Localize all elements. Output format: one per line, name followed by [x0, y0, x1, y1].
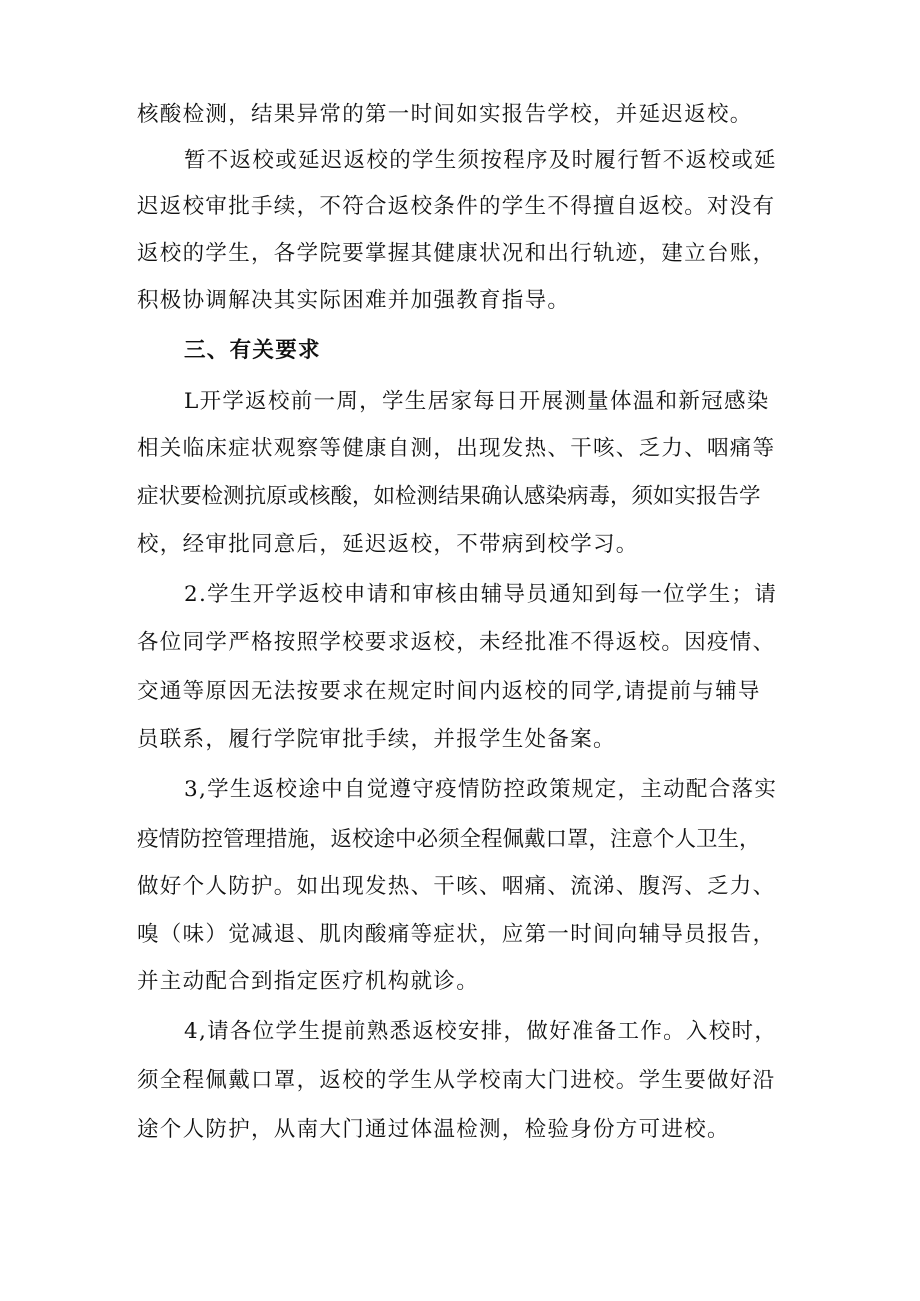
text-line: 症状要检测抗原或核酸，如检测结果确认感染病毒，须如实报告学	[137, 484, 761, 509]
text-line: 4,请各位学生提前熟悉返校安排，做好准备工作。入校时，	[184, 1019, 778, 1044]
text-line: 嗅（味）觉减退、肌肉酸痛等症状，应第一时间向辅导员报告，	[137, 922, 776, 947]
text-line: 积极协调解决其实际困难并加强教育指导。	[137, 288, 571, 313]
text-line: 并主动配合到指定医疗机构就诊。	[137, 969, 480, 994]
text-line: 校，经审批同意后，延迟返校，不带病到校学习。	[137, 532, 639, 557]
text-line: 疫情防控管理措施，返校途中必须全程佩戴口罩，注意个人卫生，	[137, 827, 761, 852]
text-line: 相关临床症状观察等健康自测，出现发热、干咳、乏力、咽痛等	[137, 436, 776, 461]
text-line: 交通等原因无法按要求在规定时间内返校的同学,请提前与辅导	[137, 679, 761, 704]
text-line: 迟返校审批手续，不符合返校条件的学生不得擅自返校。对没有	[137, 194, 776, 219]
text-line: 员联系，履行学院审批手续，并报学生处备案。	[137, 727, 616, 752]
text-line: 做好个人防护。如出现发热、干咳、咽痛、流涕、腹泻、乏力、	[137, 874, 776, 899]
text-line: L开学返校前一周，学生居家每日开展测量体温和新冠感染	[184, 389, 770, 414]
text-line: 途个人防护，从南大门通过体温检测，检验身份方可进校。	[137, 1117, 730, 1142]
text-line: 2.学生开学返校申请和审核由辅导员通知到每一位学生；请	[184, 582, 778, 607]
text-line: 各位同学严格按照学校要求返校，未经批准不得返校。因疫情、	[137, 630, 776, 655]
text-line: 暂不返校或延迟返校的学生须按程序及时履行暂不返校或延	[184, 148, 777, 173]
section-heading: 三、有关要求	[184, 338, 321, 363]
text-line: 返校的学生，各学院要掌握其健康状况和出行轨迹，建立台账，	[137, 241, 776, 266]
text-line: 核酸检测，结果异常的第一时间如实报告学校，并延迟返校。	[137, 102, 753, 127]
text-line: 3,学生返校途中自觉遵守疫情防控政策规定，主动配合落实	[184, 777, 778, 802]
text-line: 须全程佩戴口罩，返校的学生从学校南大门进校。学生要做好沿	[137, 1068, 776, 1093]
